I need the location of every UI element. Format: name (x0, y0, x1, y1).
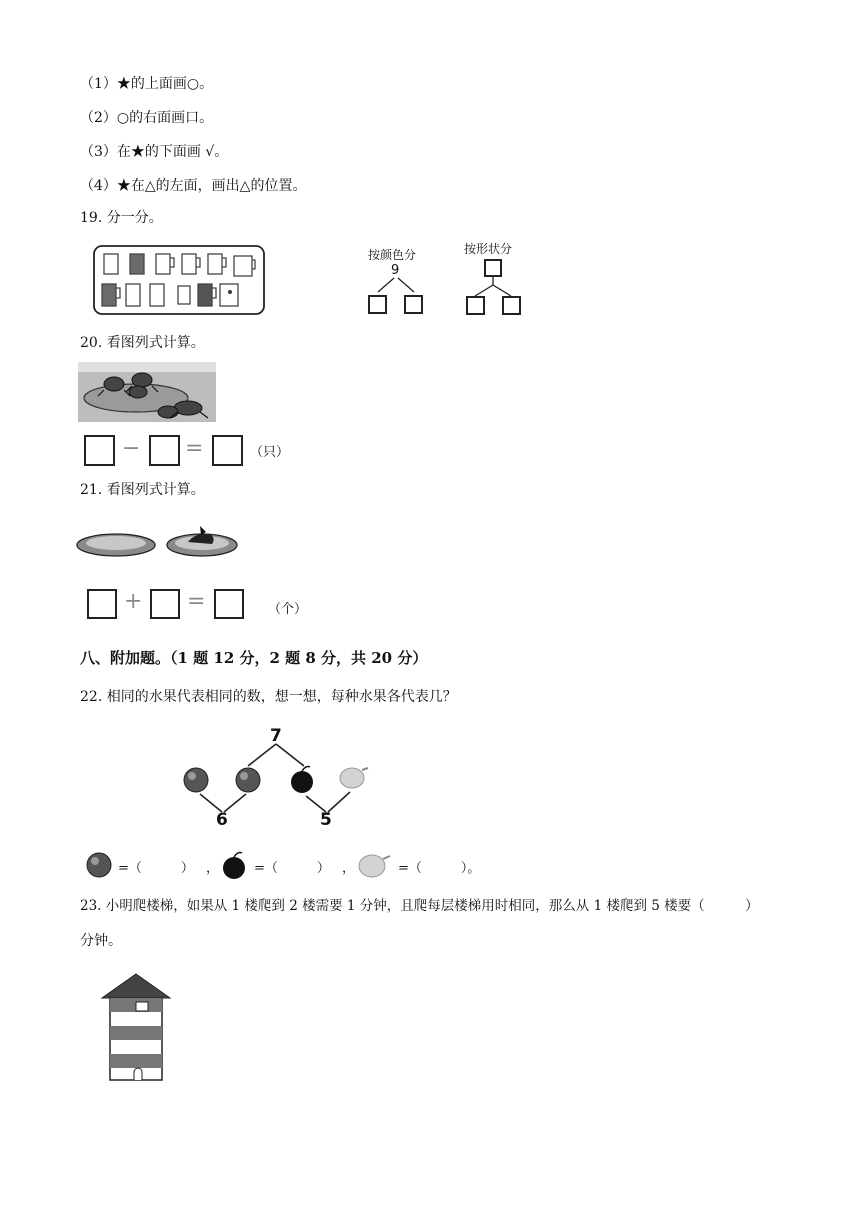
plus-sign: + (124, 589, 143, 614)
q23-line-2: 分钟。 (80, 933, 122, 949)
q21-box-2[interactable] (150, 589, 180, 619)
q19-title: 19. 分一分。 (80, 210, 163, 226)
q20-box-2[interactable] (149, 435, 180, 466)
by-color-label: 按颜色分 (368, 248, 417, 262)
fruit-diagram (180, 742, 380, 832)
minus-sign: − (122, 436, 141, 461)
q20-box-3[interactable] (212, 435, 243, 466)
cups-picture (92, 244, 267, 316)
q21-title: 21. 看图列式计算。 (80, 482, 205, 498)
answer-sep-1: ， (206, 861, 220, 876)
q21-box-3[interactable] (214, 589, 244, 619)
q18-item-3: （3）在★的下面画 √。 (80, 144, 229, 160)
q18-item-4: （4）★在△的左面，画出△的位置。 (80, 178, 307, 194)
q18-item-2: （2）○的右面画口。 (80, 110, 214, 126)
q20-title: 20. 看图列式计算。 (80, 335, 205, 351)
q21-unit: （个） (268, 602, 308, 617)
building-picture (98, 972, 174, 1084)
section-8-heading: 八、附加题。（1 题 12 分，2 题 8 分，共 20 分） (80, 649, 428, 667)
q22-left-number: 6 (216, 810, 228, 830)
orange-answer[interactable]: =（ ） (118, 861, 194, 876)
equals-sign-2: = (187, 589, 206, 614)
apple-icon (220, 850, 250, 882)
shape-total-box[interactable] (484, 259, 502, 277)
apple-answer[interactable]: =（ ） (254, 861, 330, 876)
lemon-answer[interactable]: =（ ）。 (398, 861, 481, 876)
by-shape-label: 按形状分 (464, 242, 513, 256)
q23-line-1: 23. 小明爬楼梯，如果从 1 楼爬到 2 楼需要 1 分钟，且爬每层楼梯用时相同，那么从 1 楼爬到 5 楼要（ ） (80, 898, 759, 914)
lemon-icon (356, 850, 396, 880)
shape-answer-box-1[interactable] (466, 296, 485, 315)
equals-sign: = (185, 436, 204, 461)
q20-unit: （只） (250, 445, 290, 460)
orange-icon (84, 850, 114, 880)
shape-answer-box-2[interactable] (502, 296, 521, 315)
q18-item-1: （1）★的上面画○。 (80, 76, 214, 92)
color-answer-box-1[interactable] (368, 295, 387, 314)
q21-box-1[interactable] (87, 589, 117, 619)
frogs-picture (78, 362, 216, 422)
color-answer-box-2[interactable] (404, 295, 423, 314)
q22-right-number: 5 (320, 810, 332, 830)
answer-sep-2: ， (342, 861, 356, 876)
plates-picture (76, 520, 240, 562)
by-color-total: 9 (391, 263, 400, 278)
q22-title: 22. 相同的水果代表相同的数，想一想，每种水果各代表几？ (80, 689, 457, 705)
q22-top-number: 7 (270, 726, 282, 746)
q20-box-1[interactable] (84, 435, 115, 466)
